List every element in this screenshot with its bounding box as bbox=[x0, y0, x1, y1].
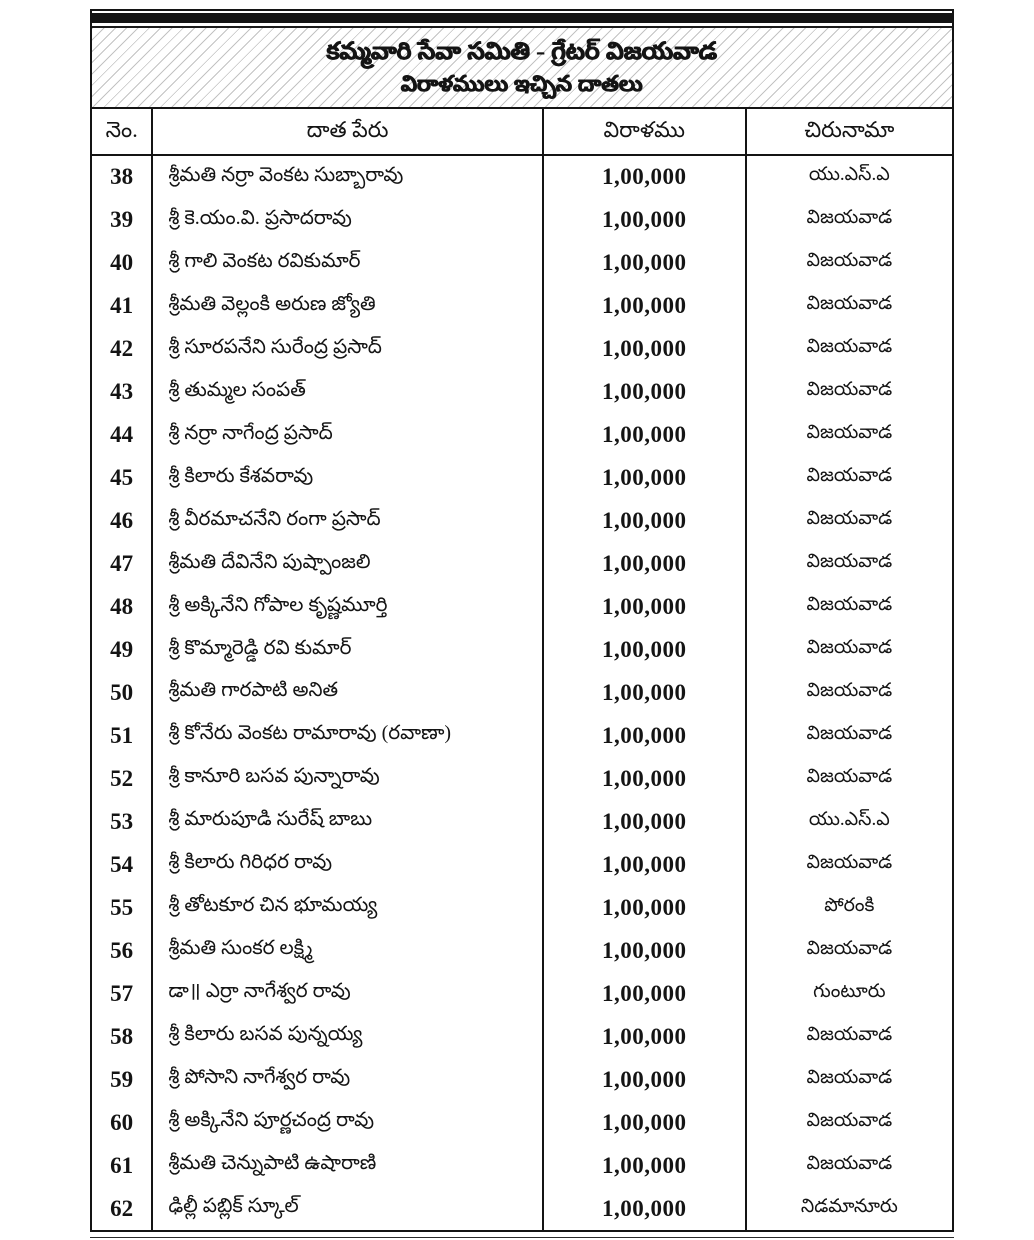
table-cell-name: శ్రీ అక్కినేని పూర్ణచంద్ర రావు bbox=[151, 1101, 541, 1144]
table-cell-name: శ్రీ కానూరి బసవ పున్నారావు bbox=[151, 757, 541, 800]
table-cell-no: 57 bbox=[110, 980, 134, 1006]
table-cell-amount: 1,00,000 bbox=[542, 757, 745, 800]
table-cell-amount: 1,00,000 bbox=[542, 328, 745, 371]
table-cell-name: శ్రీ అక్కినేని గోపాల కృష్ణమూర్తి bbox=[151, 586, 541, 629]
column-header-donation: విరాళము bbox=[542, 109, 745, 154]
table-cell-amount: 1,00,000 bbox=[542, 457, 745, 500]
table-cell-name: డా॥ ఎర్రా నాగేశ్వర రావు bbox=[151, 972, 541, 1015]
table-cell-address: విజయవాడ bbox=[745, 371, 952, 414]
table-cell-no: 53 bbox=[110, 808, 134, 834]
table-cell-no: 60 bbox=[110, 1109, 134, 1135]
table-cell-amount: 1,00,000 bbox=[542, 843, 745, 886]
table-cell-amount: 1,00,000 bbox=[542, 929, 745, 972]
table-cell-amount: 1,00,000 bbox=[542, 414, 745, 457]
table-cell-amount: 1,00,000 bbox=[542, 886, 745, 929]
table-cell-address: నిడమానూరు bbox=[745, 1187, 952, 1230]
table-cell-amount: 1,00,000 bbox=[542, 629, 745, 672]
table-cell-name: శ్రీ కె.యం.వి. ప్రసాదరావు bbox=[151, 199, 541, 242]
table-cell-no: 49 bbox=[110, 637, 134, 663]
table-cell-no: 62 bbox=[110, 1195, 134, 1221]
table-cell-address: విజయవాడ bbox=[745, 843, 952, 886]
table-cell-name: ఢిల్లీ పబ్లిక్ స్కూల్ bbox=[151, 1187, 541, 1230]
bottom-rule bbox=[90, 1237, 954, 1238]
table-cell-name: శ్రీమతి వెల్లంకి అరుణ జ్యోతి bbox=[151, 285, 541, 328]
table-cell-no: 59 bbox=[110, 1066, 134, 1092]
table-cell-address: గుంటూరు bbox=[745, 972, 952, 1015]
table-cell-name: శ్రీమతి దేవినేని పుష్పాంజలి bbox=[151, 543, 541, 586]
table-cell-name: శ్రీ మారుపూడి సురేష్ బాబు bbox=[151, 800, 541, 843]
table-cell-no: 55 bbox=[110, 894, 134, 920]
table-cell-no: 50 bbox=[110, 679, 134, 705]
table-cell-amount: 1,00,000 bbox=[542, 242, 745, 285]
table-cell-no: 39 bbox=[110, 207, 134, 233]
table-cell-amount: 1,00,000 bbox=[542, 800, 745, 843]
table-cell-address: విజయవాడ bbox=[745, 543, 952, 586]
table-cell-address: విజయవాడ bbox=[745, 199, 952, 242]
table-cell-no: 45 bbox=[110, 465, 134, 491]
document-subtitle: విరాళములు ఇచ్చిన దాతలు bbox=[401, 70, 643, 96]
table-cell-name: శ్రీ కిలారు గిరిధర రావు bbox=[151, 843, 541, 886]
table-cell-address: విజయవాడ bbox=[745, 242, 952, 285]
table-cell-no: 54 bbox=[110, 851, 134, 877]
table-cell-address: విజయవాడ bbox=[745, 629, 952, 672]
table-cell-no: 52 bbox=[110, 765, 134, 791]
table-cell-amount: 1,00,000 bbox=[542, 672, 745, 715]
column-header-donor-name: దాత పేరు bbox=[151, 109, 541, 154]
table-cell-no: 47 bbox=[110, 551, 134, 577]
table-cell-name: శ్రీ పోసాని నాగేశ్వర రావు bbox=[151, 1058, 541, 1101]
table-cell-amount: 1,00,000 bbox=[542, 1144, 745, 1187]
column-header-no: నెం. bbox=[105, 116, 138, 142]
table-cell-address: విజయవాడ bbox=[745, 500, 952, 543]
table-cell-no: 61 bbox=[110, 1152, 134, 1178]
table-cell-no: 38 bbox=[110, 164, 134, 190]
table-cell-address: విజయవాడ bbox=[745, 457, 952, 500]
table-cell-address: విజయవాడ bbox=[745, 1144, 952, 1187]
table-cell-name: శ్రీ కొమ్మారెడ్డి రవి కుమార్ bbox=[151, 629, 541, 672]
table-cell-name: శ్రీ కిలారు బసవ పున్నయ్య bbox=[151, 1015, 541, 1058]
table-cell-no: 46 bbox=[110, 508, 134, 534]
table-cell-address: విజయవాడ bbox=[745, 285, 952, 328]
table-cell-name: శ్రీమతి నర్రా వెంకట సుబ్బారావు bbox=[151, 156, 541, 199]
table-rows bbox=[92, 156, 952, 1230]
table-cell-amount: 1,00,000 bbox=[542, 1187, 745, 1230]
table-cell-name: శ్రీ గాలి వెంకట రవికుమార్ bbox=[151, 242, 541, 285]
table-cell-no: 43 bbox=[110, 379, 134, 405]
table-cell-amount: 1,00,000 bbox=[542, 285, 745, 328]
table-cell-address: విజయవాడ bbox=[745, 714, 952, 757]
table-cell-no: 58 bbox=[110, 1023, 134, 1049]
table-cell-address: యు.ఎస్.ఎ bbox=[745, 156, 952, 199]
table-cell-amount: 1,00,000 bbox=[542, 1015, 745, 1058]
table-cell-name: శ్రీ నర్రా నాగేంద్ర ప్రసాద్ bbox=[151, 414, 541, 457]
table-cell-no: 48 bbox=[110, 594, 134, 620]
table-cell-no: 42 bbox=[110, 336, 134, 362]
table-header-row bbox=[92, 109, 952, 156]
table-cell-name: శ్రీ తుమ్మల సంపత్ bbox=[151, 371, 541, 414]
table-cell-address: విజయవాడ bbox=[745, 1015, 952, 1058]
table-cell-no: 40 bbox=[110, 250, 134, 276]
table-cell-address: విజయవాడ bbox=[745, 586, 952, 629]
table-cell-name: శ్రీమతి సుంకర లక్ష్మి bbox=[151, 929, 541, 972]
table-cell-name: శ్రీమతి చెన్నుపాటి ఉషారాణి bbox=[151, 1144, 541, 1187]
donor-list-sheet bbox=[90, 9, 954, 1232]
table-cell-no: 44 bbox=[110, 422, 134, 448]
table-cell-amount: 1,00,000 bbox=[542, 1101, 745, 1144]
table-cell-amount: 1,00,000 bbox=[542, 199, 745, 242]
table-cell-address: యు.ఎస్.ఎ bbox=[745, 800, 952, 843]
table-cell-address: పోరంకి bbox=[745, 886, 952, 929]
table-cell-name: శ్రీ వీరమాచనేని రంగా ప్రసాద్ bbox=[151, 500, 541, 543]
table-cell-amount: 1,00,000 bbox=[542, 371, 745, 414]
title-banner bbox=[92, 26, 952, 109]
table-cell-amount: 1,00,000 bbox=[542, 1058, 745, 1101]
table-cell-address: విజయవాడ bbox=[745, 672, 952, 715]
table-cell-address: విజయవాడ bbox=[745, 929, 952, 972]
table-cell-address: విజయవాడ bbox=[745, 1101, 952, 1144]
column-header-address: చిరునామా bbox=[745, 109, 952, 154]
table-cell-address: విజయవాడ bbox=[745, 1058, 952, 1101]
table-cell-amount: 1,00,000 bbox=[542, 586, 745, 629]
table-cell-address: విజయవాడ bbox=[745, 757, 952, 800]
table-cell-name: శ్రీ సూరపనేని సురేంద్ర ప్రసాద్ bbox=[151, 328, 541, 371]
organization-title: కమ్మవారి సేవా సమితి - గ్రేటర్ విజయవాడ bbox=[326, 39, 718, 66]
top-black-bar bbox=[92, 13, 952, 23]
table-cell-name: శ్రీమతి గారపాటి అనిత bbox=[151, 672, 541, 715]
table-cell-address: విజయవాడ bbox=[745, 328, 952, 371]
table-cell-no: 41 bbox=[110, 293, 134, 319]
table-cell-amount: 1,00,000 bbox=[542, 500, 745, 543]
table-cell-amount: 1,00,000 bbox=[542, 972, 745, 1015]
table-cell-name: శ్రీ కిలారు కేశవరావు bbox=[151, 457, 541, 500]
table-cell-name: శ్రీ తోటకూర చిన భూమయ్య bbox=[151, 886, 541, 929]
table-cell-amount: 1,00,000 bbox=[542, 714, 745, 757]
table-cell-amount: 1,00,000 bbox=[542, 543, 745, 586]
table-cell-name: శ్రీ కోనేరు వెంకట రామారావు (రవాణా) bbox=[151, 714, 541, 757]
table-cell-address: విజయవాడ bbox=[745, 414, 952, 457]
table-cell-amount: 1,00,000 bbox=[542, 156, 745, 199]
table-cell-no: 51 bbox=[110, 722, 134, 748]
table-cell-no: 56 bbox=[110, 937, 134, 963]
